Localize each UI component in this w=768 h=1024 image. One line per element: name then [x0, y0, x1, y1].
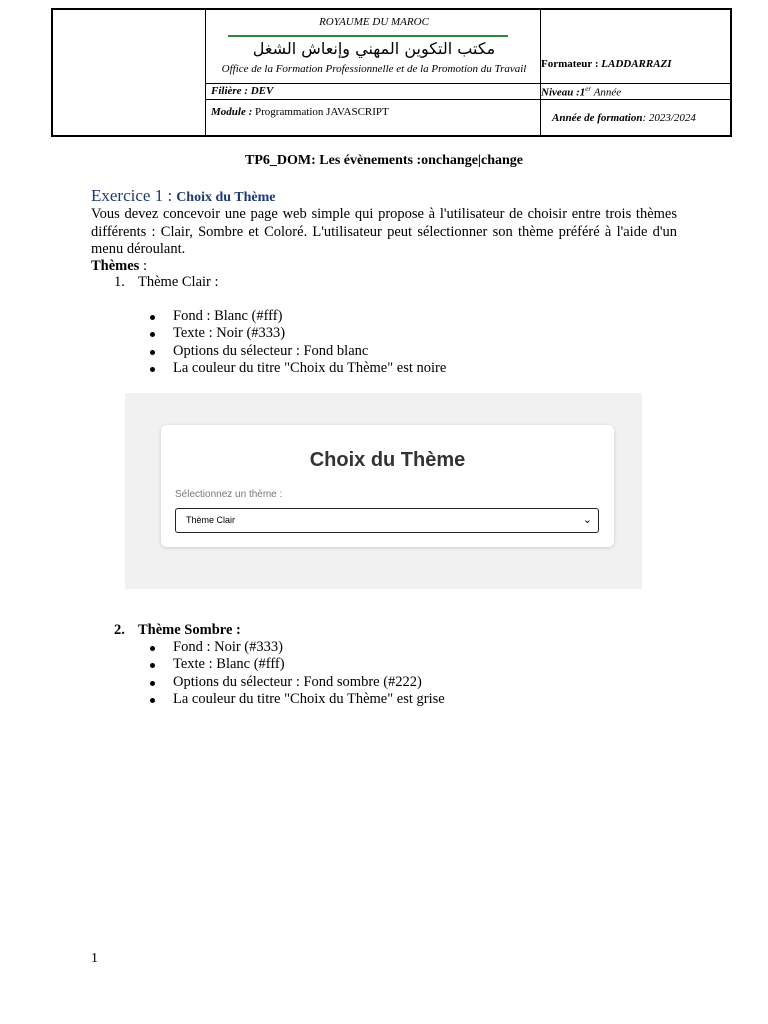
theme-select: [175, 508, 599, 533]
bullet-dot: [150, 350, 155, 355]
niveau-value: Année: [593, 86, 622, 99]
formateur-field: [541, 58, 672, 70]
annee-label: Année de formation: [552, 112, 643, 124]
module-field: [211, 106, 389, 118]
theme1-bullet: Options du sélecteur : Fond blanc: [173, 343, 369, 359]
module-label: Module :: [211, 106, 253, 118]
theme-screenshot: [125, 393, 642, 589]
bullet-dot: [150, 367, 155, 372]
bullet-dot: [150, 646, 155, 651]
theme1-bullet: La couleur du titre "Choix du Thème" est noire: [173, 360, 447, 376]
filiere-value: DEV: [250, 85, 274, 97]
themes-colon: :: [139, 258, 147, 274]
theme1-title: Thème Clair :: [138, 274, 219, 290]
theme2-bullet: Options du sélecteur : Fond sombre (#222): [173, 674, 422, 690]
filiere-field: [211, 85, 273, 97]
header-divider: [205, 99, 732, 100]
document-title: TP6_DOM: Les évènements :onchange|change: [245, 153, 523, 168]
niveau-field: [541, 85, 621, 99]
bullet-dot: [150, 681, 155, 686]
theme2-title: Thème Sombre :: [138, 622, 241, 638]
niveau-label: Niveau :1: [541, 86, 586, 99]
header-divider: [205, 83, 732, 84]
bullet-dot: [150, 332, 155, 337]
office-name: Office de la Formation Professionnelle et de la Promotion du Travail: [221, 63, 527, 75]
module-value: Programmation JAVASCRIPT: [255, 106, 389, 118]
bullet-dot: [150, 663, 155, 668]
theme1-bullet: Texte : Noir (#333): [173, 325, 286, 341]
formateur-label: Formateur :: [541, 58, 599, 70]
theme2-bullet: Fond : Noir (#333): [173, 639, 283, 655]
theme1-number: 1.: [114, 274, 125, 290]
bullet-dot: [150, 698, 155, 703]
document-header: [51, 8, 732, 137]
theme-select-value: Thème Clair: [186, 515, 236, 525]
annee-field: [552, 112, 696, 124]
theme1-bullet: Fond : Blanc (#fff): [173, 308, 283, 324]
chevron-down-icon: ⌄: [582, 513, 592, 526]
formateur-value: LADDARRAZI: [601, 58, 672, 70]
annee-value: : 2023/2024: [642, 112, 696, 124]
theme2-bullet: La couleur du titre "Choix du Thème" est grise: [173, 691, 445, 707]
bullet-dot: [150, 315, 155, 320]
themes-heading: [91, 258, 147, 275]
themes-label: Thèmes: [91, 258, 140, 274]
card-title: Choix du Thème: [309, 449, 466, 471]
kingdom-label: ROYAUME DU MAROC: [319, 16, 429, 28]
theme2-number: 2.: [114, 622, 125, 638]
theme-card: [161, 425, 614, 547]
exercise-description: Vous devez concevoir une page web simple qui propose à l'utilisateur de choisir entre trois thèmes différents : Clair, Sombre et Coloré. L'utilisateur peut sélectionner son thème préféré à l'aide d'un menu déroulant.: [91, 206, 677, 257]
page-number: 1: [91, 951, 98, 966]
exercise-title: [91, 186, 276, 206]
theme2-bullet: Texte : Blanc (#fff): [173, 656, 285, 672]
exercise-number: Exercice 1 :: [91, 186, 173, 205]
filiere-label: Filière :: [211, 85, 248, 97]
select-label: Sélectionnez un thème :: [175, 489, 283, 500]
exercise-name: Choix du Thème: [176, 190, 276, 205]
niveau-sup: er: [585, 85, 592, 93]
arabic-office-name: مكتب التكوين المهني وإنعاش الشغل: [252, 39, 496, 58]
green-rule: [228, 35, 508, 37]
